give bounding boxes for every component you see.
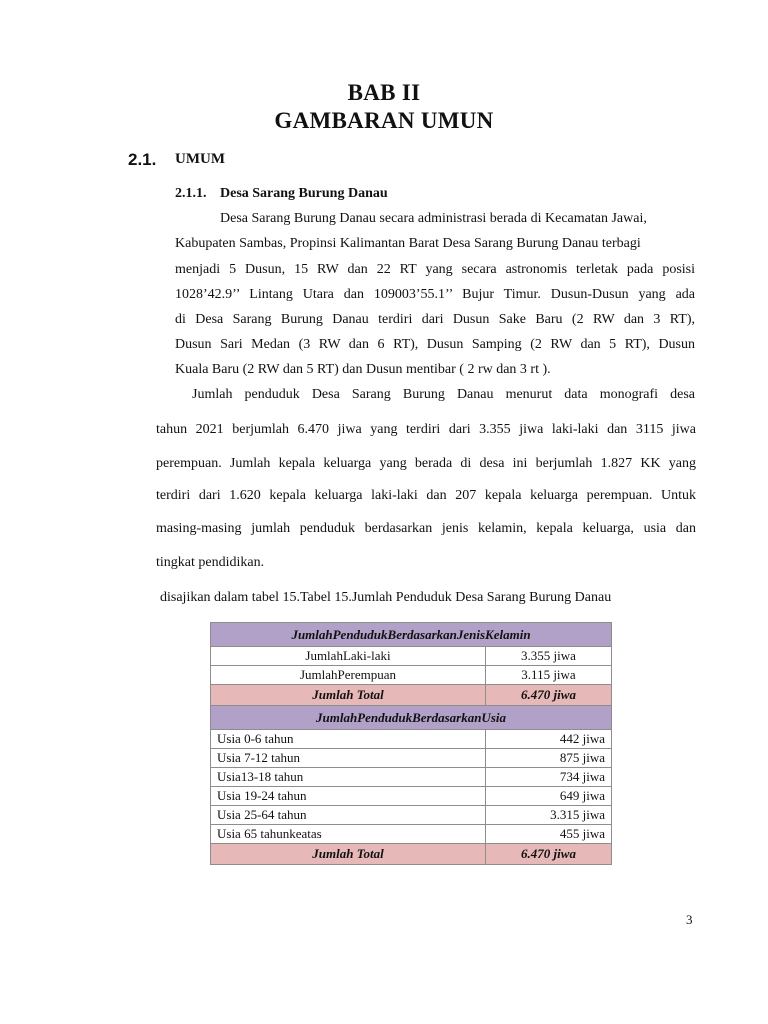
paragraph1-line: Kuala Baru (2 RW dan 5 RT) dan Dusun mentibar ( 2 rw dan 3 rt ). [175,362,551,377]
gender-table-header: JumlahPendudukBerdasarkanJenisKelamin [211,623,612,647]
paragraph1-line: Kabupaten Sambas, Propinsi Kalimantan Barat Desa Sarang Burung Danau terbagi [175,236,641,251]
table-row [211,749,612,768]
table-total-row [211,685,612,706]
row-label: JumlahLaki-laki [211,647,486,666]
row-value: 3.355 jiwa [486,647,612,666]
chapter-label: BAB II [347,80,421,105]
table-row [211,647,612,666]
row-value: 734 jiwa [486,768,612,787]
row-value: 875 jiwa [486,749,612,768]
row-label: JumlahPerempuan [211,666,486,685]
table-header-row [211,623,612,647]
row-value: 3.315 jiwa [486,806,612,825]
table-row [211,825,612,844]
table-total-row [211,844,612,865]
subsection-number: 2.1.1. [175,186,207,201]
paragraph1-line: Desa Sarang Burung Danau secara administrasi berada di Kecamatan Jawai, [220,211,647,226]
chapter-title: GAMBARAN UMUN [274,108,494,133]
paragraph2-line: perempuan. Jumlah kepala keluarga yang berada di desa ini berjumlah 1.827 KK yang [156,456,696,471]
paragraph2-line: tingkat pendidikan. [156,555,265,570]
table-row [211,768,612,787]
table-caption: disajikan dalam tabel 15.Tabel 15.Jumlah Penduduk Desa Sarang Burung Danau [160,590,612,605]
paragraph1-line: di Desa Sarang Burung Danau terdiri dari Dusun Sake Baru (2 RW dan 3 RT), [175,312,695,327]
section-title: UMUM [175,151,225,167]
table-row [211,787,612,806]
paragraph2-line: Jumlah penduduk Desa Sarang Burung Danau menurut data monografi desa [192,387,695,402]
section-number: 2.1. [128,150,157,169]
paragraph2-line: tahun 2021 berjumlah 6.470 jiwa yang terdiri dari 3.355 jiwa laki-laki dan 3115 jiwa [156,422,696,437]
row-value: 649 jiwa [486,787,612,806]
row-value: 3.115 jiwa [486,666,612,685]
total-value: 6.470 jiwa [486,685,612,706]
paragraph1-line: Dusun Sari Medan (3 RW dan 6 RT), Dusun Samping (2 RW dan 5 RT), Dusun [175,337,695,352]
population-table [210,622,612,865]
row-label: Usia 19-24 tahun [211,787,486,806]
table-row [211,666,612,685]
row-label: Usia 65 tahunkeatas [211,825,486,844]
paragraph1-line: menjadi 5 Dusun, 15 RW dan 22 RT yang secara astronomis terletak pada posisi [175,262,695,277]
table-header-row [211,706,612,730]
paragraph2-line: terdiri dari 1.620 kepala keluarga laki-laki dan 207 kepala keluarga perempuan. Untuk [156,488,696,503]
row-value: 442 jiwa [486,730,612,749]
table-row [211,730,612,749]
total-label: Jumlah Total [211,685,486,706]
paragraph1-line: 1028’42.9’’ Lintang Utara dan 109003’55.1’’ Bujur Timur. Dusun-Dusun yang ada [175,287,695,302]
total-label: Jumlah Total [211,844,486,865]
row-label: Usia13-18 tahun [211,768,486,787]
total-value: 6.470 jiwa [486,844,612,865]
subsection-title: Desa Sarang Burung Danau [220,186,388,201]
paragraph2-line: masing-masing jumlah penduduk berdasarkan jenis kelamin, kepala keluarga, usia dan [156,521,696,536]
age-table-header: JumlahPendudukBerdasarkanUsia [211,706,612,730]
page-number: 3 [686,912,693,927]
row-value: 455 jiwa [486,825,612,844]
row-label: Usia 7-12 tahun [211,749,486,768]
row-label: Usia 0-6 tahun [211,730,486,749]
row-label: Usia 25-64 tahun [211,806,486,825]
table-row [211,806,612,825]
